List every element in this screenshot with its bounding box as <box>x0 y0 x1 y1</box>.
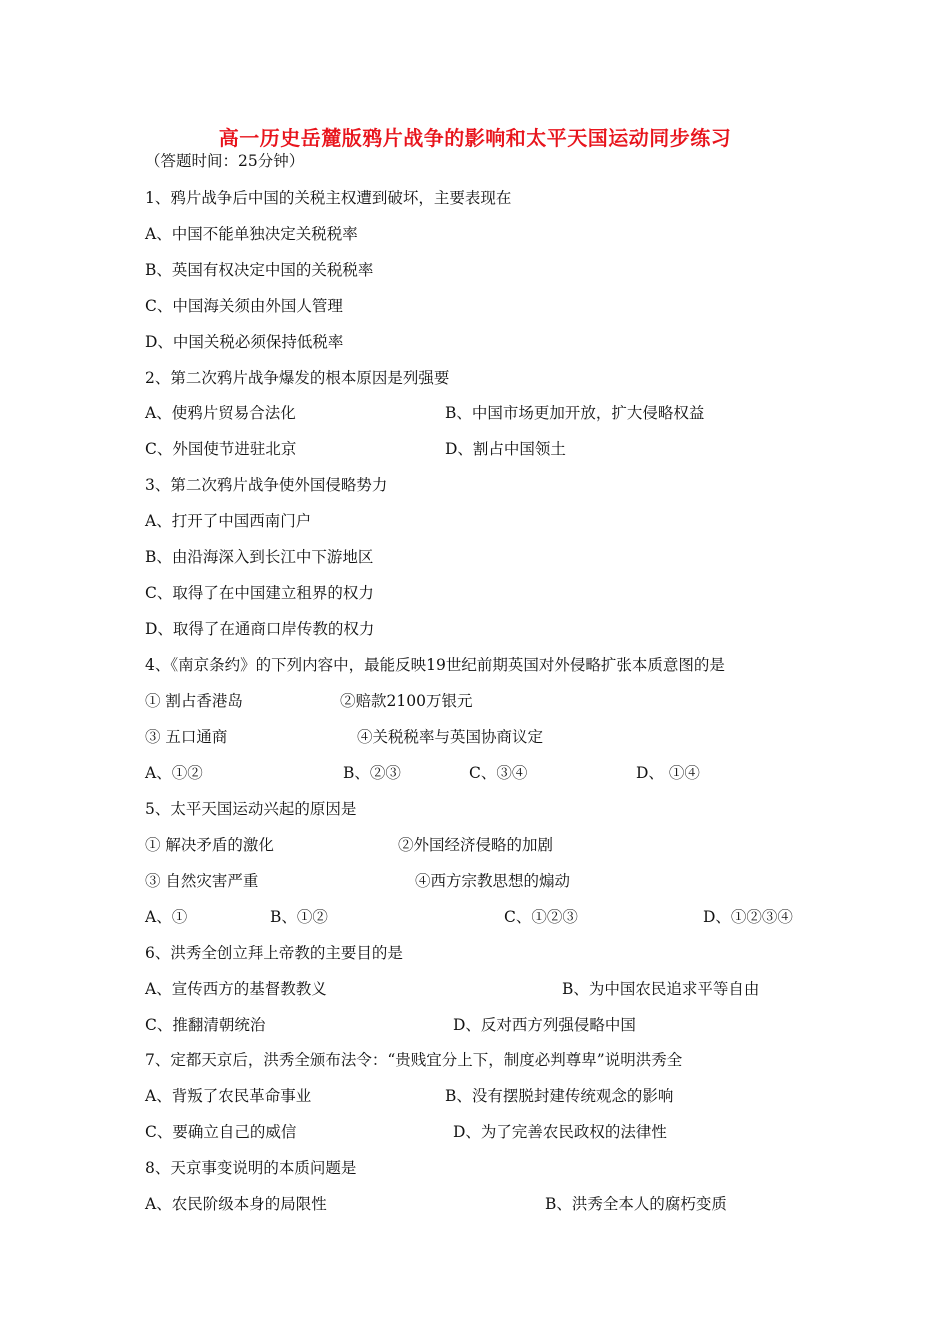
question-2-option-c: C、外国使节进驻北京 <box>145 440 297 458</box>
question-1-option-d: D、中国关税必须保持低税率 <box>145 333 344 351</box>
question-3-option-b: B、由沿海深入到长江中下游地区 <box>145 548 374 566</box>
time-note: （答题时间：25分钟） <box>145 152 305 170</box>
question-6-stem: 6、洪秀全创立拜上帝教的主要目的是 <box>145 944 403 962</box>
document-title: 高一历史岳麓版鸦片战争的影响和太平天国运动同步练习 <box>218 126 732 150</box>
question-2-stem: 2、第二次鸦片战争爆发的根本原因是列强要 <box>145 369 450 387</box>
question-3-option-a: A、打开了中国西南门户 <box>145 512 312 530</box>
question-2-option-d: D、割占中国领土 <box>445 440 566 458</box>
question-7-option-d: D、为了完善农民政权的法律性 <box>453 1123 667 1141</box>
question-4-option-b: B、②③ <box>343 764 401 782</box>
question-7-stem: 7、定都天京后，洪秀全颁布法令：“贵贱宜分上下，制度必判尊卑”说明洪秀全 <box>145 1051 683 1069</box>
question-6-option-b: B、为中国农民追求平等自由 <box>562 980 760 998</box>
question-2-option-a: A、使鸦片贸易合法化 <box>145 404 296 422</box>
question-7-option-c: C、要确立自己的威信 <box>145 1123 297 1141</box>
question-3-option-d: D、取得了在通商口岸传教的权力 <box>145 620 375 638</box>
question-5-option-a: A、① <box>145 908 188 926</box>
question-4-item-2: ②赔款2100万银元 <box>340 692 473 710</box>
question-4-item-1: ① 割占香港岛 <box>145 692 243 710</box>
question-3-option-c: C、取得了在中国建立租界的权力 <box>145 584 374 602</box>
question-2-option-b: B、中国市场更加开放，扩大侵略权益 <box>445 404 705 422</box>
question-6-option-d: D、反对西方列强侵略中国 <box>453 1016 636 1034</box>
question-5-option-b: B、①② <box>270 908 328 926</box>
question-4-option-c: C、③④ <box>469 764 528 782</box>
question-7-option-a: A、背叛了农民革命事业 <box>145 1087 312 1105</box>
question-8-option-a: A、农民阶级本身的局限性 <box>145 1195 327 1213</box>
question-5-item-2: ②外国经济侵略的加剧 <box>398 836 554 854</box>
question-6-option-a: A、宣传西方的基督教教义 <box>145 980 327 998</box>
question-5-item-3: ③ 自然灾害严重 <box>145 872 259 890</box>
question-5-stem: 5、太平天国运动兴起的原因是 <box>145 800 357 818</box>
question-8-option-b: B、洪秀全本人的腐朽变质 <box>545 1195 727 1213</box>
question-4-option-d: D、 ①④ <box>636 764 700 782</box>
question-8-stem: 8、天京事变说明的本质问题是 <box>145 1159 357 1177</box>
question-4-item-4: ④关税税率与英国协商议定 <box>357 728 544 746</box>
question-1-option-b: B、英国有权决定中国的关税税率 <box>145 261 374 279</box>
question-1-option-c: C、中国海关须由外国人管理 <box>145 297 343 315</box>
question-6-option-c: C、推翻清朝统治 <box>145 1016 266 1034</box>
question-7-option-b: B、没有摆脱封建传统观念的影响 <box>445 1087 674 1105</box>
question-4-option-a: A、①② <box>145 764 203 782</box>
question-1-option-a: A、中国不能单独决定关税税率 <box>145 225 358 243</box>
question-5-item-1: ① 解决矛盾的激化 <box>145 836 274 854</box>
question-4-stem: 4、《南京条约》的下列内容中，最能反映19世纪前期英国对外侵略扩张本质意图的是 <box>145 656 725 674</box>
question-3-stem: 3、第二次鸦片战争使外国侵略势力 <box>145 476 388 494</box>
question-5-option-c: C、①②③ <box>504 908 578 926</box>
question-1-stem: 1、鸦片战争后中国的关税主权遭到破坏，主要表现在 <box>145 189 512 207</box>
question-5-item-4: ④西方宗教思想的煽动 <box>415 872 571 890</box>
question-5-option-d: D、①②③④ <box>703 908 793 926</box>
question-4-item-3: ③ 五口通商 <box>145 728 228 746</box>
